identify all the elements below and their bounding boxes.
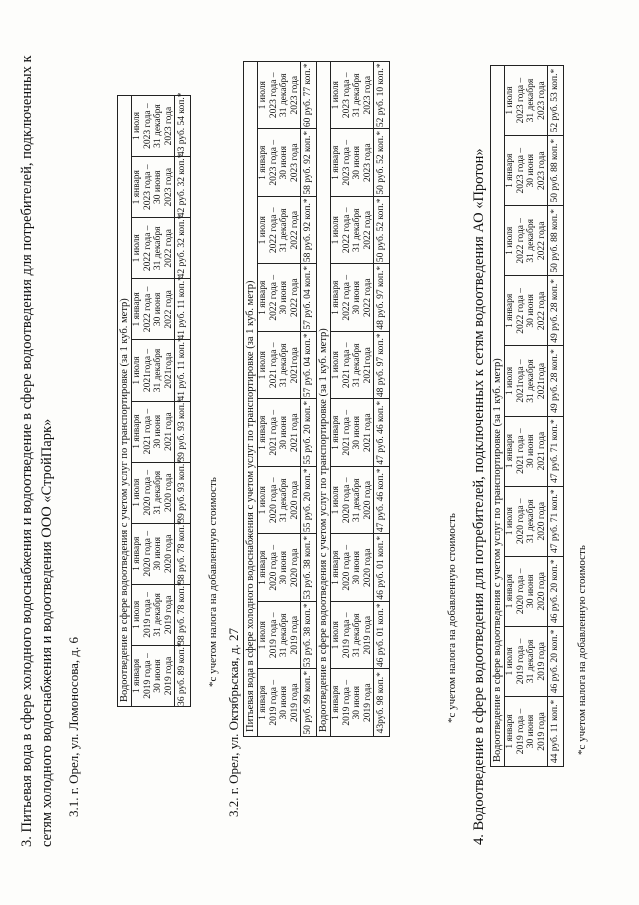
price-cell: 53 руб. 38 коп.* — [301, 534, 317, 602]
period-line: 2021 года — [289, 413, 300, 453]
period-line: 30 июня — [153, 659, 163, 693]
period-line: 2020 года – — [268, 477, 279, 524]
period-line: 30 июня — [153, 537, 163, 571]
period-line: 2020 года — [289, 548, 300, 588]
period-cell — [331, 602, 374, 670]
price-cell: 38 руб. 78 коп.* — [175, 523, 191, 584]
price-cell: 46 руб. 01 коп.* — [374, 534, 390, 602]
section-3-2-address: 3.2. г. Орел, ул. Октябрьская, д. 27 — [226, 628, 241, 817]
period-line: 2023 года – — [515, 147, 526, 194]
price-cell: 42 руб. 32 коп.* — [175, 157, 191, 218]
price-cell: 52 руб. 53 коп.* — [548, 66, 564, 136]
period-cell — [132, 96, 175, 157]
period-line: 2019 года — [289, 615, 300, 655]
period-line: 2022 года — [163, 290, 174, 329]
period-line: 31 декабря — [153, 593, 163, 637]
price-cell: 43 руб. 54 коп.* — [175, 96, 191, 157]
period-line: 2021года — [536, 362, 547, 400]
period-line: 1 января — [331, 415, 341, 450]
period-cell — [505, 136, 548, 206]
period-line: 31 декабря — [279, 478, 289, 523]
price-cell: 50 руб. 99 коп.* — [301, 669, 317, 737]
period-line: 30 июня — [352, 551, 362, 585]
period-line: 2019 года – — [341, 679, 352, 726]
period-line: 2020 года – — [142, 530, 153, 577]
price-cell: 36 руб. 89 коп.* — [175, 645, 191, 706]
period-line: 1 июля — [132, 111, 142, 141]
period-line: 2020 года — [163, 534, 174, 574]
period-line: 2023 года — [163, 106, 174, 146]
period-line: 2023 года – — [341, 139, 352, 186]
period-line: 2022 года — [536, 221, 547, 261]
period-line: 1 января — [132, 292, 142, 327]
period-cell — [505, 346, 548, 416]
period-line: 30 июня — [352, 416, 362, 450]
period-line: 2023 года – — [515, 77, 526, 124]
period-line: 1 января — [331, 145, 341, 180]
period-line: 2023 года – — [268, 139, 279, 186]
period-line: 1 января — [258, 415, 268, 450]
period-line: 30 июня — [279, 551, 289, 585]
period-line: 31 декабря — [526, 219, 536, 263]
vat-note: *с учетом налога на добавленную стоимость — [446, 513, 458, 723]
price-cell: 50 руб. 52 коп.* — [374, 197, 390, 265]
period-line: 1 января — [258, 145, 268, 180]
price-cell: 57 руб. 04 коп.* — [301, 264, 317, 332]
period-line: 2023 года — [289, 143, 300, 183]
period-line: 2019 года — [536, 642, 547, 681]
period-line: 30 июня — [526, 294, 536, 328]
period-line: 2020 года – — [341, 544, 352, 591]
period-line: 2021 года – — [268, 342, 279, 389]
period-line: 1 января — [505, 574, 515, 609]
period-cell — [331, 264, 374, 332]
period-line: 1 января — [331, 280, 341, 315]
period-line: 2021 года – — [341, 409, 352, 456]
period-line: 31 декабря — [153, 104, 163, 148]
period-line: 1 января — [132, 536, 142, 571]
period-cell — [258, 197, 301, 265]
period-line: 1 января — [505, 433, 515, 469]
period-line: 30 июня — [153, 292, 163, 327]
vat-note: *с учетом налога на добавленную стоимость — [207, 477, 219, 687]
period-cell — [505, 276, 548, 346]
period-cell — [505, 556, 548, 626]
table-header: Водоотведение в сфере водоотведения с учетом услуг по транспортировке (за 1 куб. метр) — [118, 96, 132, 707]
period-line: 1 июля — [132, 234, 142, 263]
price-cell: 58 руб. 92 коп.* — [301, 129, 317, 197]
price-cell: 46 руб. 20 коп.* — [548, 556, 564, 626]
period-line: 31 декабря — [279, 613, 289, 658]
periods-row — [505, 66, 548, 767]
period-line: 2021года — [362, 347, 373, 384]
period-line: 31 декабря — [526, 639, 536, 684]
price-cell: 44 руб. 11 коп.* — [548, 696, 564, 766]
period-cell — [258, 602, 301, 670]
period-line: 2021 года — [362, 413, 373, 453]
prices-row-sewage — [374, 62, 390, 737]
table-header: Водоотведение в сфере водоотведения с учетом услуг по транспортировке (за 1 куб. метр) — [491, 66, 505, 767]
period-line: 1 июля — [258, 216, 268, 245]
price-cell: 39 руб. 93 коп.* — [175, 401, 191, 462]
period-cell — [132, 645, 175, 706]
period-cell — [258, 62, 301, 130]
period-cell — [331, 399, 374, 467]
period-line: 2022 года — [362, 278, 373, 318]
period-line: 2020 года – — [341, 477, 352, 524]
period-cell — [258, 467, 301, 535]
price-cell: 46 руб. 20 коп.* — [548, 626, 564, 696]
period-line: 31 декабря — [279, 73, 289, 118]
price-cell: 41 руб. 11 коп.* — [175, 340, 191, 401]
period-line: 2021года — [163, 352, 174, 389]
period-line: 2022 года – — [268, 207, 279, 254]
price-cell: 58 руб. 92 коп.* — [301, 197, 317, 265]
period-cell — [258, 534, 301, 602]
period-line: 2019 года — [362, 683, 373, 723]
period-line: 1 января — [258, 550, 268, 585]
period-line: 31 декабря — [279, 208, 289, 253]
tariff-table-3-1 — [117, 92, 191, 707]
period-line: 30 июня — [279, 416, 289, 450]
price-cell: 47 руб. 46 коп.* — [374, 467, 390, 535]
period-line: 31 декабря — [352, 613, 362, 658]
period-cell — [258, 669, 301, 737]
period-cell — [505, 416, 548, 486]
period-line: 2022 года – — [142, 286, 153, 333]
period-cell — [132, 401, 175, 462]
price-cell: 42 руб. 32 коп.* — [175, 218, 191, 279]
period-cell — [331, 197, 374, 265]
period-line: 2023 года — [536, 151, 547, 190]
price-cell: 50 руб. 88 коп.* — [548, 206, 564, 276]
period-line: 30 июня — [153, 414, 163, 449]
period-line: 2023 года – — [341, 72, 352, 119]
section-4-title: 4. Водоотведение в сфере водоотведения для потребителей, подключенных к сетям водоотведения АО «Протон» — [471, 148, 487, 845]
period-line: 31 декабря — [352, 478, 362, 523]
period-line: 1 июля — [331, 216, 341, 245]
period-cell — [331, 129, 374, 197]
period-line: 30 июня — [352, 146, 362, 180]
period-line: 2023 года – — [142, 164, 153, 211]
period-line: 2020 года – — [515, 568, 526, 615]
period-line: 2022 года — [362, 210, 373, 250]
period-line: 2020 года — [289, 480, 300, 520]
period-line: 2020 года — [536, 571, 547, 611]
period-line: 30 июня — [352, 281, 362, 315]
period-line: 2023 года — [536, 81, 547, 120]
period-line: 2019 года – — [341, 612, 352, 659]
period-line: 1 июля — [258, 621, 268, 650]
periods-row-water — [258, 62, 301, 737]
period-cell — [258, 332, 301, 400]
section-3-title-line-1: 3. Питьевая вода в сфере холодного водоснабжения и водоотведение в сфере водоотведения для потребителей, подключенных к — [19, 55, 35, 847]
tariff-table-3-2 — [243, 61, 390, 737]
period-cell — [331, 62, 374, 130]
period-cell — [505, 66, 548, 136]
period-line: 2021 года — [163, 412, 174, 451]
period-cell — [258, 399, 301, 467]
period-cell — [331, 332, 374, 400]
period-cell — [132, 462, 175, 523]
period-line: 31 декабря — [153, 226, 163, 271]
price-cell: 39 руб. 93 коп.* — [175, 462, 191, 523]
period-line: 1 июля — [258, 351, 268, 380]
table-header-sewage: Водоотведение в сфере водоотведения с учетом услуг по транспортировке (за 1 куб. метр) — [317, 62, 331, 737]
period-cell — [132, 340, 175, 401]
period-cell — [258, 129, 301, 197]
period-line: 2023 года – — [142, 103, 153, 149]
period-line: 2019 года — [289, 683, 300, 723]
price-cell: 52 руб. 10 коп.* — [374, 62, 390, 130]
price-cell: 50 руб. 52 коп.* — [374, 129, 390, 197]
period-line: 2022 года — [536, 291, 547, 331]
period-line: 2023 года – — [268, 72, 279, 119]
period-line: 1 января — [505, 153, 515, 188]
period-line: 31 декабря — [352, 343, 362, 388]
price-cell: 49 руб. 28 коп.* — [548, 276, 564, 346]
period-line: 2022 года – — [515, 288, 526, 334]
period-line: 2022 года – — [142, 225, 153, 272]
period-line: 1 января — [505, 293, 515, 329]
price-cell: 48 руб. 97 коп.* — [374, 264, 390, 332]
period-line: 2022 года – — [515, 217, 526, 264]
period-line: 2022 года — [289, 278, 300, 318]
period-line: 31 декабря — [153, 470, 163, 515]
period-cell — [132, 279, 175, 340]
period-line: 2023 года — [289, 75, 300, 115]
period-line: 2019 года – — [268, 679, 279, 726]
period-line: 31 декабря — [526, 78, 536, 123]
period-line: 1 января — [331, 685, 341, 720]
price-cell: 55 руб. 20 коп.* — [301, 467, 317, 535]
period-line: 2023 года — [362, 143, 373, 183]
period-line: 1 июля — [132, 600, 142, 629]
period-line: 2019 года — [362, 615, 373, 655]
period-line: 2022 года – — [341, 274, 352, 321]
prices-row — [175, 96, 191, 707]
period-line: 30 июня — [526, 434, 536, 468]
period-line: 2020 года – — [515, 498, 526, 545]
period-line: 1 июля — [258, 486, 268, 515]
period-line: 1 июля — [331, 81, 341, 110]
period-line: 1 июля — [258, 81, 268, 110]
period-line: 30 июня — [526, 574, 536, 609]
section-3-title-line-2: сетям холодного водоснабжения и водоотведения ООО «СтройПарк» — [39, 418, 55, 847]
period-line: 2021 года – — [515, 428, 526, 474]
period-line: 2020 года — [163, 473, 174, 512]
period-cell — [132, 523, 175, 584]
period-line: 1 января — [331, 550, 341, 585]
price-cell: 47 руб. 71 коп.* — [548, 416, 564, 486]
period-line: 31 декабря — [352, 208, 362, 253]
period-line: 30 июня — [279, 281, 289, 315]
period-line: 2022 года – — [268, 274, 279, 321]
period-line: 2019 года — [163, 595, 174, 635]
period-line: 2021 года – — [268, 409, 279, 456]
period-line: 2022 года – — [341, 207, 352, 254]
period-line: 2021года – — [515, 359, 526, 403]
period-line: 30 июня — [526, 714, 536, 749]
period-line: 2019 года — [163, 656, 174, 696]
period-line: 2020 года — [362, 548, 373, 588]
period-line: 2019 года – — [268, 612, 279, 659]
period-line: 1 января — [132, 658, 142, 694]
period-line: 31 декабря — [526, 499, 536, 543]
price-cell: 57 руб. 04 коп.* — [301, 332, 317, 400]
price-cell: 38 руб. 78 коп.* — [175, 584, 191, 645]
period-cell — [258, 264, 301, 332]
period-line: 30 июня — [153, 170, 163, 204]
prices-row — [548, 66, 564, 767]
period-line: 31 декабря — [153, 348, 163, 393]
period-line: 30 июня — [279, 686, 289, 720]
period-line: 1 января — [132, 414, 142, 449]
period-cell — [331, 534, 374, 602]
period-line: 1 января — [505, 714, 515, 749]
period-line: 2019 года – — [142, 592, 153, 638]
price-cell: 41 руб. 11 коп.* — [175, 279, 191, 340]
period-line: 2019 года – — [515, 638, 526, 685]
period-cell — [505, 626, 548, 696]
period-line: 1 июля — [132, 478, 142, 507]
period-line: 2022 года — [289, 210, 300, 250]
period-line: 1 января — [132, 170, 142, 205]
price-cell: 60 руб. 77 коп.* — [301, 62, 317, 130]
price-cell: 55 руб. 20 коп.* — [301, 399, 317, 467]
period-line: 2020 года — [536, 501, 547, 541]
period-line: 1 июля — [505, 86, 515, 115]
period-line: 2020 года – — [268, 544, 279, 591]
period-cell — [331, 467, 374, 535]
period-line: 30 июня — [526, 153, 536, 188]
period-line: 31 декабря — [526, 359, 536, 403]
period-line: 2023 года — [163, 167, 174, 207]
prices-row-water — [301, 62, 317, 737]
period-line: 2021года – — [142, 348, 153, 393]
period-line: 2019 года – — [515, 708, 526, 755]
periods-row-sewage — [331, 62, 374, 737]
period-line: 30 июня — [352, 686, 362, 720]
table-header-water: Питьевая вода в сфере холодного водоснабжения с учетом услуг по транспортировке (за 1 куб. метр) — [244, 62, 258, 737]
period-cell — [132, 157, 175, 218]
price-cell: 46 руб. 01 коп.* — [374, 602, 390, 670]
period-line: 2021 года – — [142, 408, 153, 455]
period-line: 2023 года — [362, 75, 373, 115]
period-line: 31 декабря — [279, 343, 289, 388]
vat-note: *с учетом налога на добавленную стоимость — [576, 545, 588, 755]
period-line: 2020 года – — [142, 469, 153, 516]
period-line: 31 декабря — [352, 73, 362, 118]
period-line: 1 июля — [505, 226, 515, 255]
period-line: 1 июля — [505, 366, 515, 396]
price-cell: 49 руб. 28 коп.* — [548, 346, 564, 416]
period-line: 30 июня — [279, 146, 289, 180]
price-cell: 47 руб. 71 коп.* — [548, 486, 564, 556]
price-cell: 47 руб. 46 коп.* — [374, 399, 390, 467]
period-line: 1 января — [258, 280, 268, 315]
price-cell: 48 руб. 97 коп.* — [374, 332, 390, 400]
period-line: 1 июля — [505, 647, 515, 676]
period-cell — [132, 218, 175, 279]
period-line: 2019 года — [536, 712, 547, 751]
price-cell: 43руб. 98 коп.* — [374, 669, 390, 737]
period-line: 1 июля — [132, 356, 142, 385]
period-line: 1 января — [258, 685, 268, 720]
price-cell: 53 руб. 38 коп.* — [301, 602, 317, 670]
period-cell — [331, 669, 374, 737]
period-line: 1 июля — [505, 507, 515, 536]
period-line: 2019 года – — [142, 653, 153, 699]
period-line: 2021 года — [536, 431, 547, 471]
price-cell: 50 руб. 88 коп.* — [548, 136, 564, 206]
period-line: 1 июля — [331, 621, 341, 650]
tariff-table-4 — [490, 65, 564, 767]
period-cell — [132, 584, 175, 645]
period-cell — [505, 206, 548, 276]
section-3-1-address: 3.1. г. Орел, ул. Ломоносова, д. 6 — [66, 636, 81, 817]
period-line: 2020 года — [362, 480, 373, 520]
period-cell — [505, 486, 548, 556]
period-line: 2022 года — [163, 229, 174, 268]
period-cell — [505, 696, 548, 766]
period-line: 2021 года – — [341, 342, 352, 389]
period-line: 1 июля — [331, 351, 341, 380]
period-line: 2021года — [289, 347, 300, 384]
periods-row — [132, 96, 175, 707]
period-line: 1 июля — [331, 486, 341, 515]
